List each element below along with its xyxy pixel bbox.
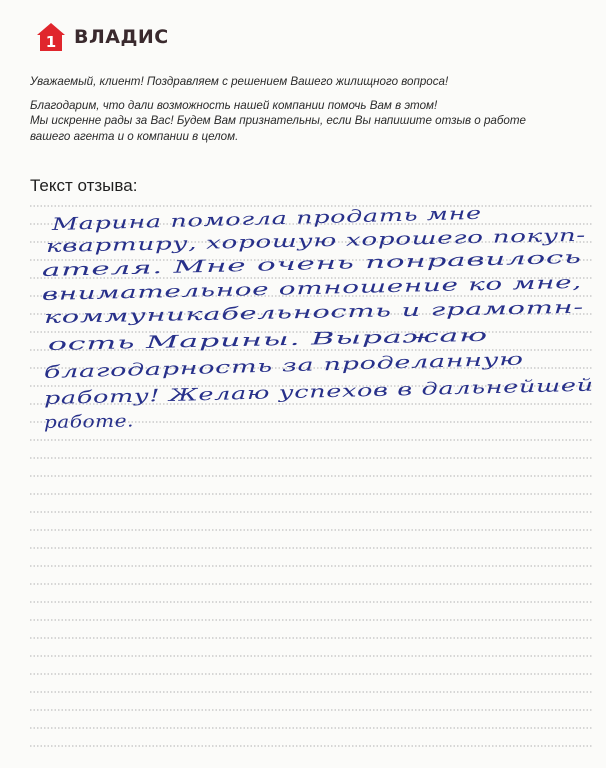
review-line-5: коммуникабельность и грамотн- [43, 301, 363, 328]
review-line-9: работе. [43, 411, 121, 433]
intro-line-2: Благодарим, что дали возможность нашей компании помочь Вам в этом! [30, 98, 438, 112]
review-form-title: Текст отзыва: [30, 176, 138, 195]
intro-line-1: Уважаемый, клиент! Поздравляем с решением Вашего жилищного вопроса! [30, 75, 449, 88]
review-line-6: ость Марины. Выражаю [47, 330, 284, 355]
review-line-2: квартиру, хорошую хорошего покуп- [45, 229, 396, 257]
review-line-8: работу! Желаю успехов в дальнейшей [43, 380, 410, 409]
intro-line-3: Мы искренне рады за Вас! Будем Вам признательны, если Вы напишите отзыв о работе [30, 114, 526, 127]
review-line-7: благодарность за проделанную [43, 354, 345, 383]
brand-name: ВЛАДИС [74, 26, 169, 48]
badge-number: 1 [45, 33, 57, 51]
review-line-1: Марина помогла продать мне [51, 207, 339, 235]
review-line-3: ателя. Мне очень понравилось [41, 253, 338, 281]
intro-line-4: вашего агента и о компании в целом. [30, 129, 239, 143]
review-line-4: внимательное отношение ко мне, [41, 277, 372, 305]
